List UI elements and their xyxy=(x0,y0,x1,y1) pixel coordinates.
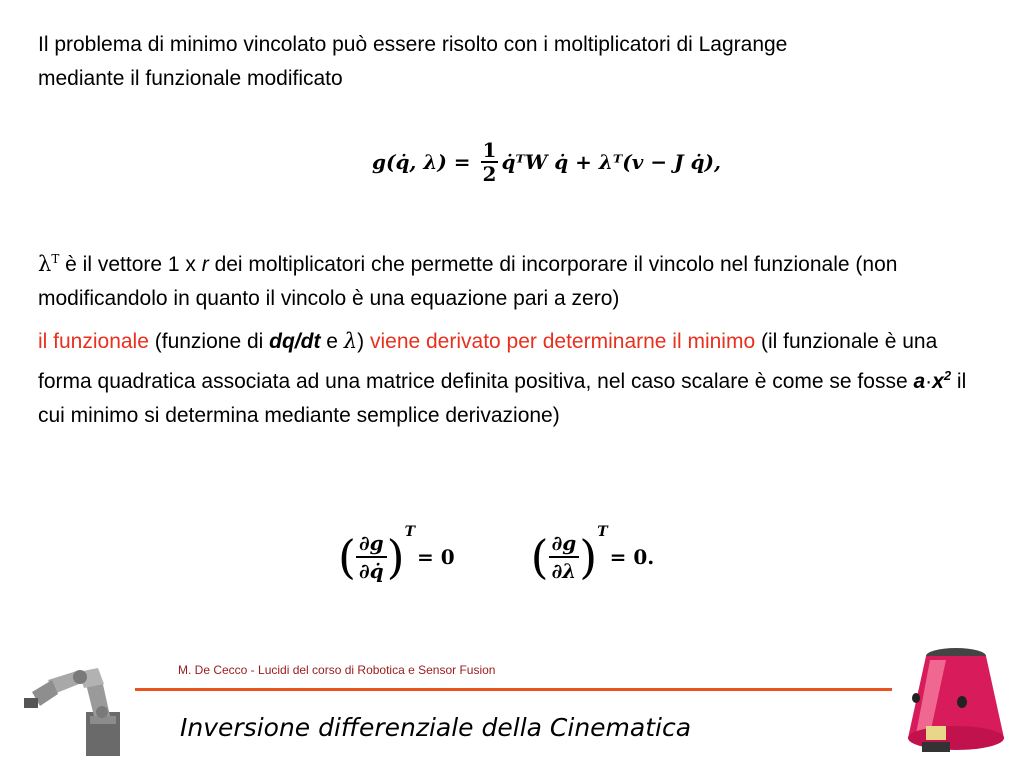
lambda-symbol: λ xyxy=(38,252,52,276)
derive-red-1: il funzionale xyxy=(38,330,149,353)
lambda-r: r xyxy=(201,253,209,276)
formula-rhs: q̇ᵀW q̇ + λᵀ(v − J q̇), xyxy=(501,150,721,174)
paren-close-left: ) xyxy=(386,530,405,584)
paren-close-right: ) xyxy=(579,530,598,584)
lagrangian-formula xyxy=(372,132,721,192)
derive-text-4: (il funzionale è una forma quadratica associata ad una matrice definita positiva, nel caso scalare è come se fosse xyxy=(38,330,938,393)
lambda-text-2: dei moltiplicatori che permette di incorporare il vincolo nel funzionale (non modificandolo in quanto il vincolo è una equazione pari a zero) xyxy=(38,253,898,310)
right-equals: = 0. xyxy=(609,545,655,569)
derive-text-1: (funzione di xyxy=(148,330,270,353)
derive-text-5: il cui minimo si determina mediante semplice derivazione) xyxy=(38,370,967,427)
right-fraction-den: ∂λ xyxy=(551,559,577,583)
left-fraction-den: ∂q̇ xyxy=(358,559,384,583)
formula-lhs: g(q̇, λ) = xyxy=(372,150,478,174)
lambda-transpose: T xyxy=(51,252,60,266)
slide-title: Inversione differenziale della Cinematica xyxy=(180,713,692,742)
derivation-paragraph xyxy=(38,324,978,433)
derivative-formula xyxy=(338,522,654,592)
derive-a: a xyxy=(913,370,926,393)
derive-lambda: λ xyxy=(343,329,358,353)
derive-text-2: e xyxy=(320,330,344,353)
right-transpose: T xyxy=(597,524,608,540)
footer-divider xyxy=(135,688,892,691)
paren-open-left: ( xyxy=(338,530,356,584)
lambda-paragraph xyxy=(38,242,978,316)
derive-exp: 2 xyxy=(943,368,952,383)
left-fraction-num: ∂g xyxy=(356,530,387,558)
lambda-text-1: è il vettore 1 x xyxy=(59,253,202,276)
right-fraction-num: ∂g xyxy=(549,530,580,558)
left-equals: = 0 xyxy=(417,545,455,569)
derive-text-3: ) xyxy=(357,330,370,353)
intro-line-1: Il problema di minimo vincolato può essere risolto con i moltiplicatori di Lagrange xyxy=(38,33,788,56)
derive-x: x xyxy=(932,370,944,393)
right-fraction xyxy=(549,530,580,584)
derive-dqdt: dq/dt xyxy=(269,330,321,353)
left-fraction xyxy=(356,530,387,584)
fraction-denominator: 2 xyxy=(482,162,497,186)
fraction-numerator: 1 xyxy=(482,138,497,162)
course-credits: M. De Cecco - Lucidi del corso di Robotica e Sensor Fusion xyxy=(178,663,496,677)
intro-text xyxy=(38,28,978,96)
formula-fraction xyxy=(481,139,499,185)
intro-line-2: mediante il funzionale modificato xyxy=(38,67,343,90)
left-transpose: T xyxy=(404,524,415,540)
derive-red-2: viene derivato per determinarne il minimo xyxy=(369,330,756,353)
mobile-robot-image xyxy=(890,642,1008,758)
robot-arm-image xyxy=(14,650,134,758)
paren-open-right: ( xyxy=(530,530,549,584)
derive-dot: · xyxy=(925,370,933,393)
